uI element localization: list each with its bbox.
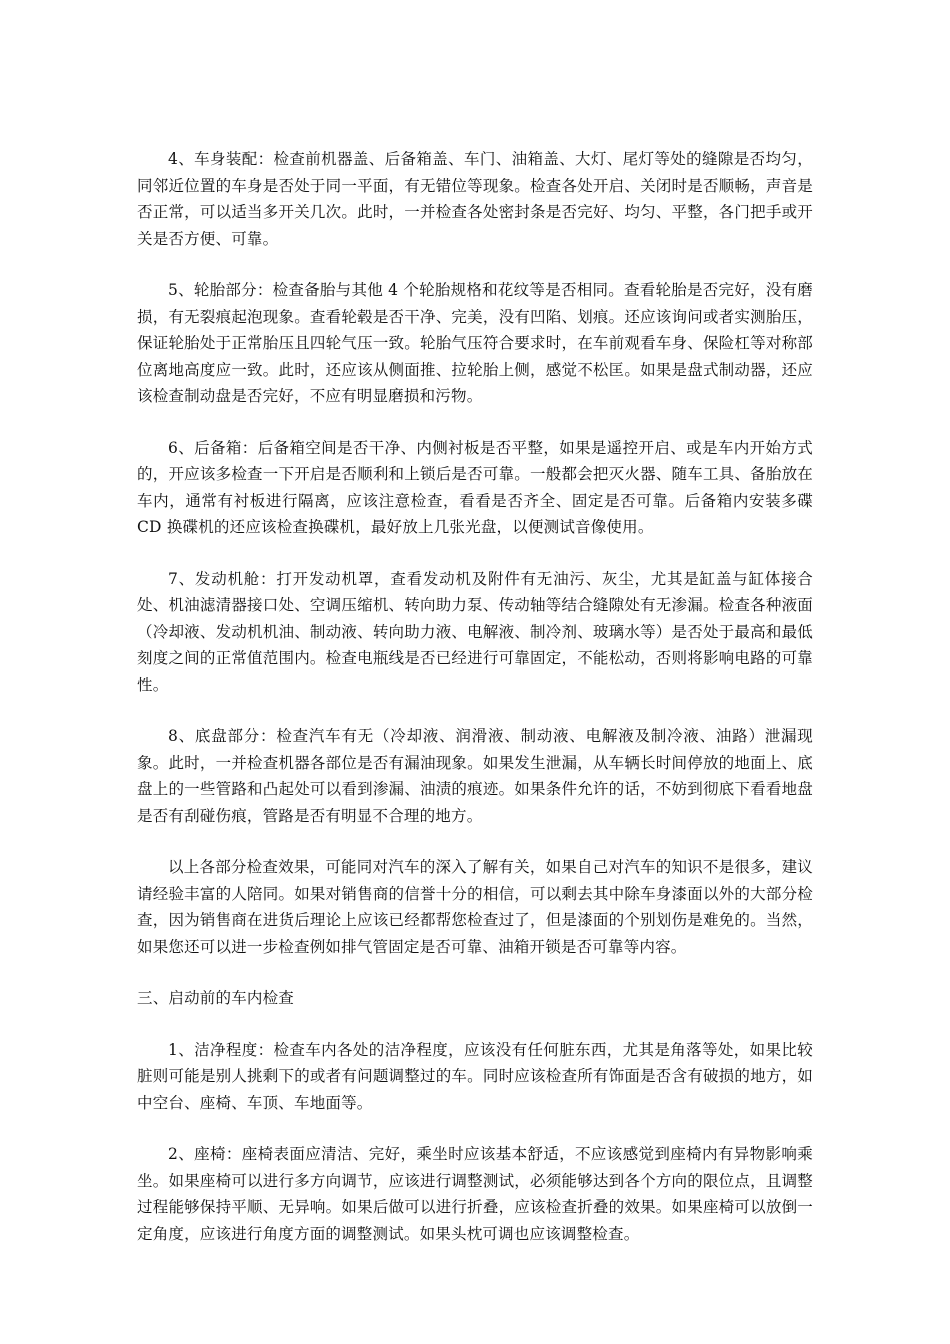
paragraph-cleanliness: 1、洁净程度：检查车内各处的洁净程度，应该没有任何脏东西，尤其是角落等处，如果比较脏则可能是别人挑剩下的或者有问题调整过的车。同时应该检查所有饰面是否含有破损的地方，如中空台、座椅、车顶、车地面等。 (137, 1040, 813, 1112)
paragraph-car-body-assembly: 4、车身装配：检查前机器盖、后备箱盖、车门、油箱盖、大灯、尾灯等处的缝隙是否均匀，同邻近位置的车身是否处于同一平面，有无错位等现象。检查各处开启、关闭时是否顺畅，声音是否正常，可以适当多开关几次。此时，一并检查各处密封条是否完好、均匀、平整，各门把手或开关是否方便、可靠。 (137, 150, 813, 248)
document-page (137, 146, 813, 1272)
paragraph-seats: 2、座椅：座椅表面应清洁、完好，乘坐时应该基本舒适，不应该感觉到座椅内有异物影响乘坐。如果座椅可以进行多方向调节，应该进行调整测试，必须能够达到各个方向的限位点，且调整过程能够保持平顺、无异响。如果后做可以进行折叠，应该检查折叠的效果。如果座椅可以放倒一定角度，应该进行角度方面的调整测试。如果头枕可调也应该调整检查。 (137, 1145, 813, 1243)
paragraph-engine-bay: 7、发动机舱：打开发动机罩，查看发动机及附件有无油污、灰尘，尤其是缸盖与缸体接合处、机油滤清器接口处、空调压缩机、转向助力泵、传动轴等结合缝隙处有无渗漏。检查各种液面（冷却液、发动机机油、制动液、转向助力液、电解液、制冷剂、玻璃水等）是否处于最高和最低刻度之间的正常值范围内。检查电瓶线是否已经进行可靠固定，不能松动，否则将影响电路的可靠性。 (137, 569, 813, 694)
paragraph-chassis: 8、底盘部分：检查汽车有无（冷却液、润滑液、制动液、电解液及制冷液、油路）泄漏现象。此时，一并检查机器各部位是否有漏油现象。如果发生泄漏，从车辆长时间停放的地面上、底盘上的一些管路和凸起处可以看到渗漏、油渍的痕迹。如果条件允许的话，不妨到彻底下看看地盘是否有刮碰伤痕，管路是否有明显不合理的地方。 (137, 727, 813, 825)
section-heading: 三、启动前的车内检查 (137, 989, 295, 1007)
paragraph-trunk: 6、后备箱：后备箱空间是否干净、内侧衬板是否平整，如果是遥控开启、或是车内开始方式的，开应该多检查一下开启是否顺利和上锁后是否可靠。一般都会把灭火器、随车工具、备胎放在车内，通常有衬板进行隔离，应该注意检查，看看是否齐全、固定是否可靠。后备箱内安装多碟 CD 换碟机的还应该检查换碟机，最好放上几张光盘，以便测试音像使用。 (137, 438, 813, 536)
paragraph-tires: 5、轮胎部分：检查备胎与其他 4 个轮胎规格和花纹等是否相同。查看轮胎是否完好，没有磨损，有无裂痕起泡现象。查看轮毂是否干净、完美，没有凹陷、划痕。还应该询问或者实测胎压，保证轮胎处于正常胎压且四轮气压一致。轮胎气压符合要求时，在车前观看车身、保险杠等对称部位离地高度应一致。此时，还应该从侧面推、拉轮胎上侧，感觉不松匡。如果是盘式制动器，还应该检查制动盘是否完好，不应有明显磨损和污物。 (137, 281, 813, 405)
paragraph-summary: 以上各部分检查效果，可能同对汽车的深入了解有关，如果自己对汽车的知识不是很多，建议请经验丰富的人陪同。如果对销售商的信誉十分的相信，可以剩去其中除车身漆面以外的大部分检查，因为销售商在进货后理论上应该已经都帮您检查过了，但是漆面的个别划伤是难免的。当然，如果您还可以进一步检查例如排气管固定是否可靠、油箱开锁是否可靠等内容。 (137, 858, 813, 956)
